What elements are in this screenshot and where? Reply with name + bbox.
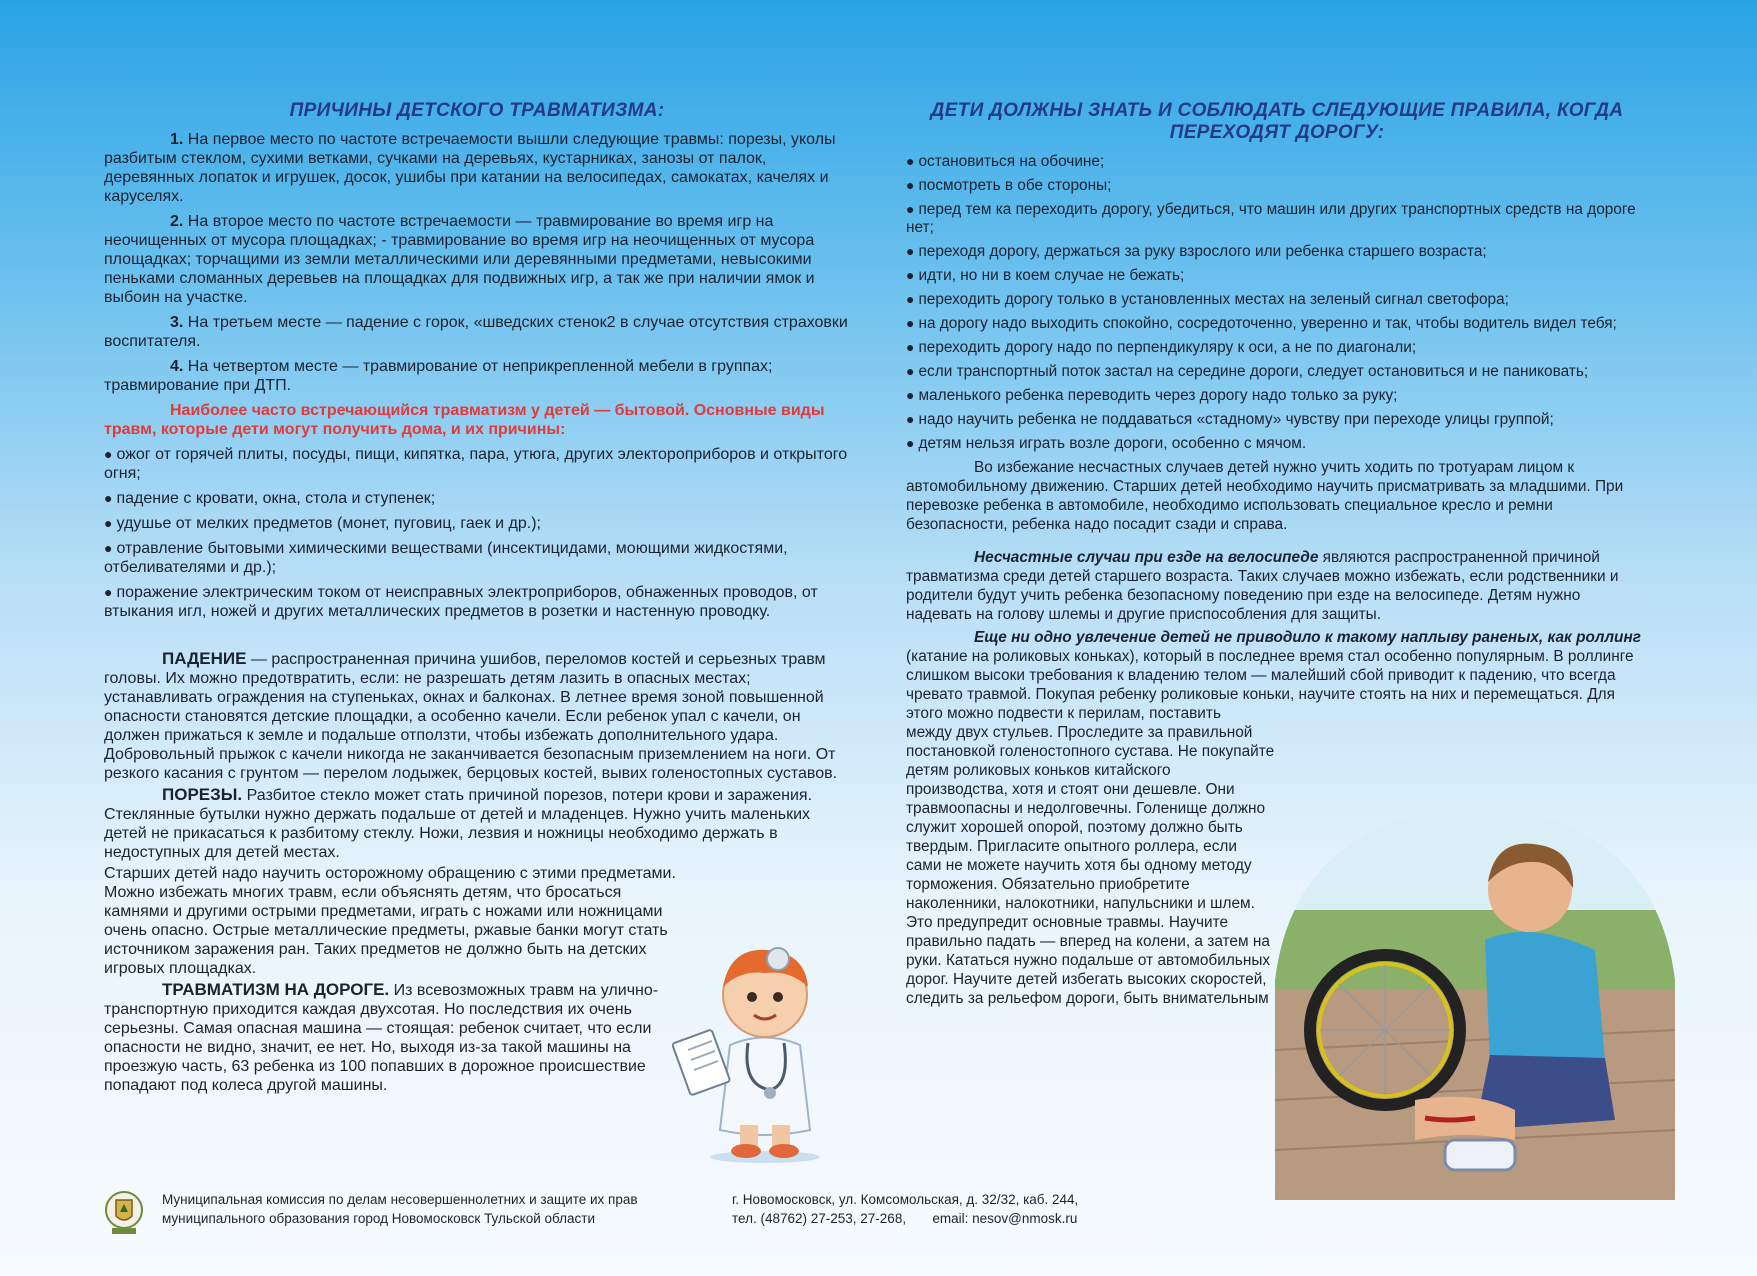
list-item: ● надо научить ребенка не поддаваться «стадному» чувству при переходе улицы группой; (906, 411, 1554, 428)
bullet-icon: ● (906, 339, 915, 355)
bullet-icon: ● (906, 387, 915, 403)
bullet-icon: ● (906, 177, 915, 193)
contact-info: г. Новомосковск, ул. Комсомольская, д. 32/32, каб. 244, тел. (48762) 27-253, 27-268, email: nesov@nmosk.ru (732, 1192, 1079, 1226)
bullet-icon: ● (104, 584, 113, 600)
footer (104, 1190, 1664, 1260)
road-rules-title: ДЕТИ ДОЛЖНЫ ЗНАТЬ И СОБЛЮДАТЬ СЛЕДУЮЩИЕ ПРАВИЛА, КОГДА ПЕРЕХОДЯТ ДОРОГУ: (930, 100, 1624, 143)
commission-name: Муниципальная комиссия по делам несовершеннолетних и защите их прав муниципального образования город Новомосковск Тульской области (162, 1192, 638, 1226)
bullet-icon: ● (906, 315, 915, 331)
list-item: ● идти, но ни в коем случае не бежать; (906, 267, 1185, 284)
boy-bicycle-photo (1275, 800, 1675, 1200)
list-item: ● поражение электрическим током от неисправных электроприборов, обнаженных проводов, от втыкания игл, ножей и других металлических предметов в розетки и настенную проводку. (104, 584, 818, 620)
list-item: ● удушье от мелких предметов (монет, пуговиц, гаек и др.); (104, 515, 541, 532)
household-injury-highlight: Наиболее часто встречающийся травматизм у детей — бытовой. Основные виды травм, которые дети могут получить дома, и их причины: (104, 402, 825, 438)
bullet-icon: ● (906, 363, 915, 379)
list-item: ● посмотреть в обе стороны; (906, 177, 1112, 194)
cuts-section-continued: Старших детей надо научить осторожному обращению с этими предметами. Можно избежать многих травм, если объяснять детям, что бросаться камнями и другими острыми предметами, играть с ножами или ножницами очень опасно. Острые металлические предметы, ржавые банки могут стать источником заражения ран. Таких предметов не должно быть на детских игровых площадках. (104, 865, 676, 977)
cause-item-2: 2. На второе место по частоте встречаемости — травмирование во время игр на неочищенных от мусора площадках; - травмирование во время игр на неочищенных от мусора площадках; торчащими из земли металлическими или деревянными предметами, невысокими пеньками сломанных деревьев на площадках для подвижных игр, а так же при наличии ямок и выбоин на участке. (104, 213, 815, 306)
fall-section: ПАДЕНИЕ — распространенная причина ушибов, переломов костей и серьезных травм головы. Их можно предотвратить, если: не разрешать детям лазить в опасных местах; устанавливать ограждения на ступеньках, окнах и балконах. В летнее время зоной повышенной опасности становятся детские площадки, а особенно качели. Если ребенок упал с качели, он должен прижаться к земле и подальше отползти, чтобы избежать дополнительного удара. Добровольный прыжок с качели никогда не заканчивается безопасным приземлением на ноги. От резкого касания с грунтом — перелом лодыжек, берцовых костей, вывих голеностопных суставов. (104, 649, 838, 782)
list-item: ● отравление бытовыми химическими веществами (инсектицидами, моющими жидкостями, отбеливателями и др.); (104, 540, 788, 576)
list-item: ● если транспортный поток застал на середине дороги, следует остановиться и не паниковать; (906, 363, 1589, 380)
list-item: ● переходя дорогу, держаться за руку взрослого или ребенка старшего возраста; (906, 243, 1487, 260)
bullet-icon: ● (906, 291, 915, 307)
list-item: ● перед тем ка переходить дорогу, убедиться, что машин или других транспортных средств на дороге нет; (906, 201, 1636, 236)
email-link[interactable]: email: nesov@nmosk.ru (932, 1211, 1078, 1226)
bullet-icon: ● (104, 490, 113, 506)
bullet-icon: ● (906, 201, 915, 217)
sidewalk-paragraph: Во избежание несчастных случаев детей нужно учить ходить по тротуарам лицом к автомобильному движению. Старших детей необходимо научить присматривать за младшими. При перевозке ребенка в автомобиле, необходимо использовать специальное кресло и ремни безопасности, ребенка надо посадит сзади и справа. (906, 459, 1624, 533)
bullet-icon: ● (906, 435, 915, 451)
bullet-icon: ● (104, 540, 113, 556)
list-item: ● на дорогу надо выходить спокойно, сосредоточенно, уверенно и так, чтобы водитель видел тебя; (906, 315, 1617, 332)
bullet-icon: ● (906, 411, 915, 427)
list-item: ● переходить дорогу надо по перпендикуляру к оси, а не по диагонали; (906, 339, 1417, 356)
list-item: ● остановиться на обочине; (906, 153, 1105, 170)
rolling-paragraph-continued: между двух стульев. Проследите за правильной постановкой голеностопного сустава. Не покупайте детям роликовых коньков китайского производства, хотя и стоят они дешевле. Они травмоопасны и недолговечны. Голенище должно служит хорошей опорой, поэтому должно быть твердым. Пригласите опытного роллера, если сами не можете научить хотя бы одному методу торможения. Обязательно приобретите наколенники, налокотники, напульсники и шлем. Это предупредит основные травмы. Научите правильно падать — вперед на колени, а затем на руки. Кататься нужно подальше от автомобильных дорог. Научите детей избегать высоких скоростей, следить за рельефом дороги, быть внимательным (906, 724, 1275, 1007)
list-item: ● ожог от горячей плиты, посуды, пищи, кипятка, пара, утюга, других электороприборов и открытого огня; (104, 446, 848, 482)
list-item: ● падение с кровати, окна, стола и ступенек; (104, 490, 436, 507)
cause-item-1: 1. На первое место по частоте встречаемости вышли следующие травмы: порезы, уколы разбитым стеклом, сухими ветками, сучками на деревьях, кустарниках, занозы от палок, деревянных лопаток и игрушек, досок, ушибы при катании на велосипедах, самокатах, качелях и каруселях. (104, 131, 836, 205)
coat-of-arms-icon (104, 1190, 144, 1236)
doctor-illustration (660, 925, 870, 1165)
bicycle-paragraph: Несчастные случаи при езде на велосипеде являются распространенной причиной травматизма среди детей старшего возраста. Таких случаев можно избежать, если родственники и родители будут учить ребенка безопасному поведению при езде на велосипеде. Детям нужно надевать на голову шлемы и другие приспособления для защиты. (906, 549, 1619, 623)
cause-item-3: 3. На третьем месте — падение с горок, «шведских стенок2 в случае отсутствия страховки воспитателя. (104, 314, 848, 350)
list-item: ● маленького ребенка переводить через дорогу надо только за руку; (906, 387, 1398, 404)
road-section: ТРАВМАТИЗМ НА ДОРОГЕ. Из всевозможных травм на улично-транспортную приходится каждая двухсотая. Но последствия их очень серьезны. Самая опасная машина — стоящая: ребенок считает, что если опасности не видно, значит, ее нет. Но, выходя из-за такой машины на проезжую часть, 63 ребенка из 100 попавших в дорожное происшествие попадают под колеса другой машины. (104, 980, 659, 1094)
bullet-icon: ● (906, 243, 915, 259)
bullet-icon: ● (906, 267, 915, 283)
causes-title: ПРИЧИНЫ ДЕТСКОГО ТРАВМАТИЗМА: (289, 100, 665, 121)
bullet-icon: ● (104, 515, 113, 531)
rolling-paragraph: Еще ни одно увлечение детей не приводило к такому наплыву раненых, как роллинг (катание на роликовых коньках), который в последнее время стал особенно популярным. В роллинге слишком высоки требования к владению телом — малейший сбой приводит к падению, что всегда чревато травмой. Покупая ребенку роликовые коньки, научите стоять на них и перемещаться. Для этого можно подвести к перилам, поставить (906, 629, 1641, 722)
bullet-icon: ● (906, 153, 915, 169)
bullet-icon: ● (104, 446, 113, 462)
cause-item-4: 4. На четвертом месте — травмирование от неприкрепленной мебели в группах; травмирование при ДТП. (104, 358, 773, 394)
list-item: ● переходить дорогу только в установленных местах на зеленый сигнал светофора; (906, 291, 1509, 308)
cuts-section: ПОРЕЗЫ. Разбитое стекло может стать причиной порезов, потери крови и заражения. Стеклянные бутылки нужно держать подальше от детей и младенцев. Нужно учить маленьких детей не прикасаться к разбитому стеклу. Ножи, лезвия и ножницы необходимо держать в недоступных для детей местах. (104, 785, 813, 861)
list-item: ● детям нельзя играть возле дороги, особенно с мячом. (906, 435, 1307, 452)
